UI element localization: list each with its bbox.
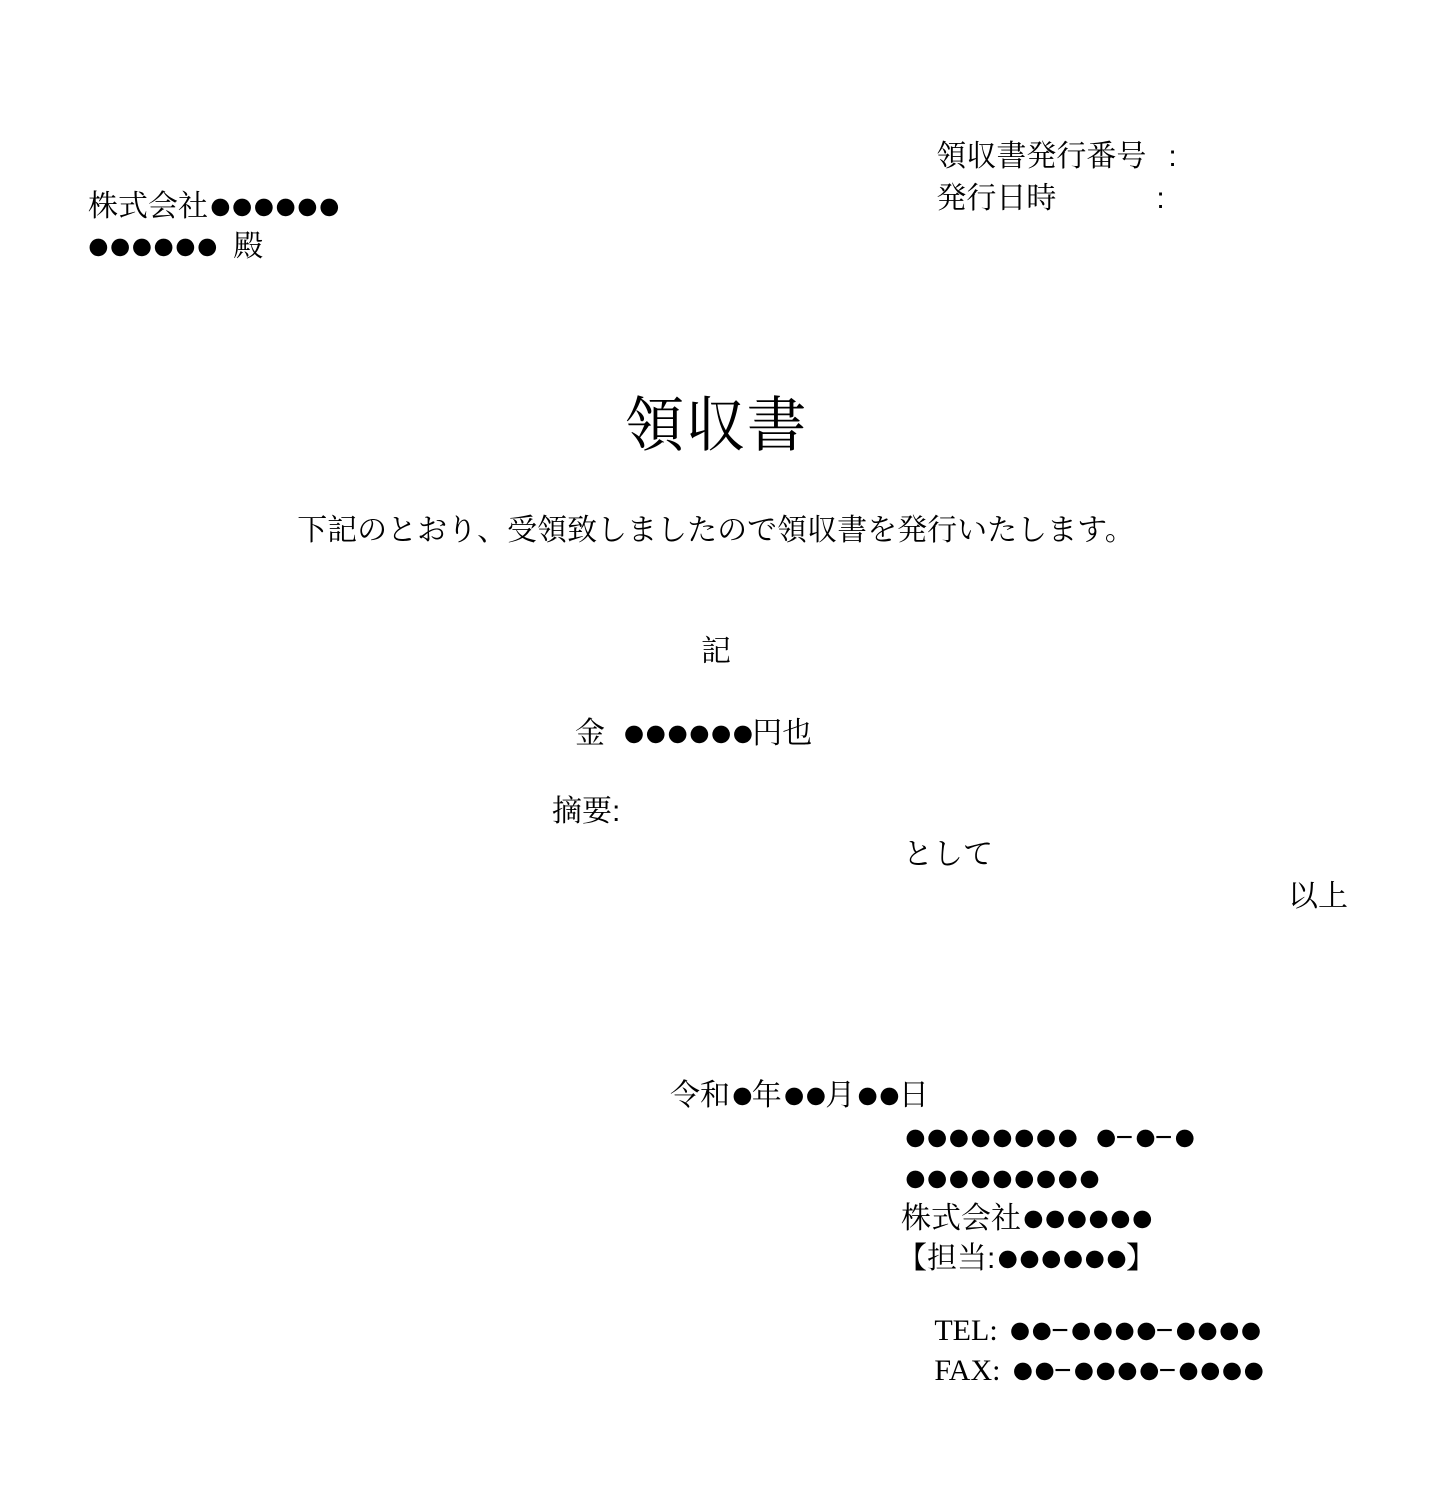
recipient-company-line: 株式会社●●●●●● [88,182,339,228]
issue-date-line: 令和●年●●月●●日 [670,1071,929,1117]
issuer-contact-line: 【担当:●●●●●●】 [897,1234,1156,1280]
issue-datetime-colon: : [1156,182,1165,215]
receipt-number-label: 領収書発行番号 [936,140,1147,173]
as-consideration-text: として [903,838,993,871]
document-title: 領収書 [624,392,808,459]
issuer-address-line2: ●●●●●●●●● [903,1154,1099,1200]
fax-label: FAX: [934,1354,1001,1387]
fax-value: ●●−●●●●−●●●● [1010,1346,1264,1392]
amount-line: 金 ●●●●●●円也 [575,709,813,755]
issue-datetime-label: 発行日時 [936,182,1057,215]
issuer-address-line1: ●●●●●●●● ●−●−● [903,1113,1195,1159]
fax-line [901,1326,1263,1416]
record-marker: 記 [701,635,731,668]
tel-label: TEL: [934,1314,998,1347]
recipient-name-line: ●●●●●● 殿 [86,222,264,268]
tel-value: ●●−●●●●−●●●● [1007,1306,1261,1352]
issuer-company-line: 株式会社●●●●●● [901,1194,1152,1240]
closing-marker: 以上 [1288,880,1348,913]
receipt-number-colon: : [1168,140,1177,173]
issue-datetime-row [903,154,1165,244]
summary-label: 摘要: [552,795,621,828]
intro-sentence: 下記のとおり、受領致しましたので領収書を発行いたします。 [297,514,1135,547]
